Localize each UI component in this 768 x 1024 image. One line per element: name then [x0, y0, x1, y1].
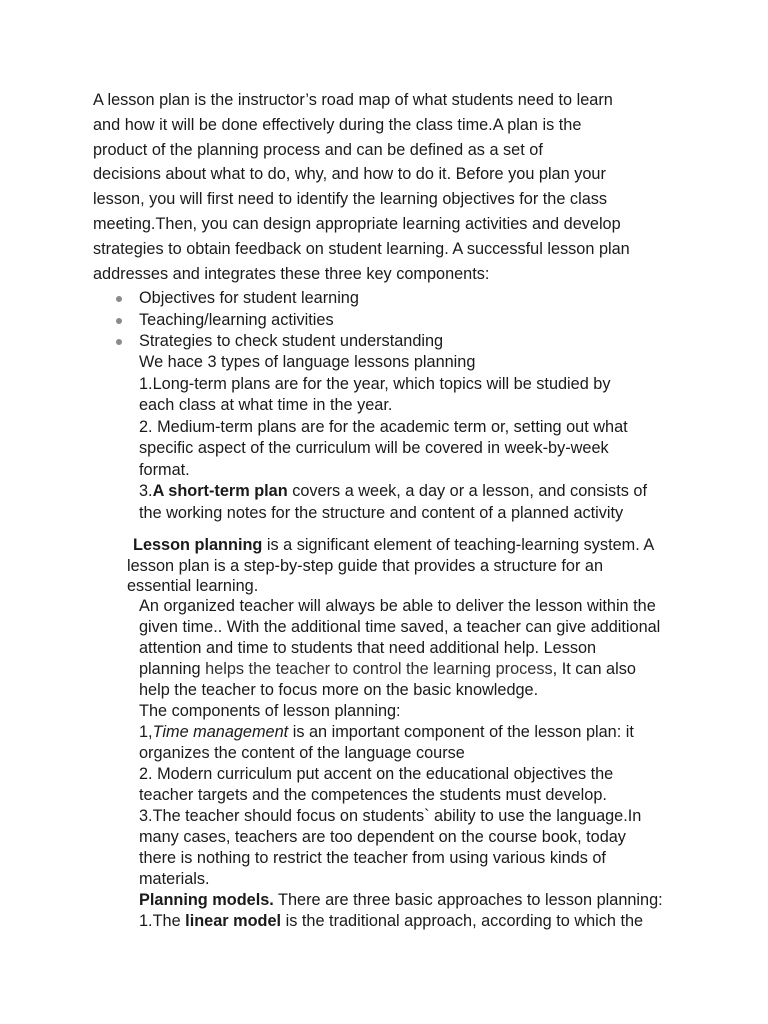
intro-line: decisions about what to do, why, and how to do it. Before you plan your [93, 165, 606, 184]
planning-models-line [139, 911, 684, 932]
component-line: 3.The teacher should focus on students` ability to use the language.In [139, 807, 642, 825]
component-number: 1, [139, 723, 153, 741]
intro-line: meeting.Then, you can design appropriate learning activities and develop [93, 214, 621, 233]
short-term-plan-term: A short-term plan [152, 482, 288, 500]
bullet-dot-icon [116, 339, 122, 345]
organized-teacher-section [139, 596, 684, 932]
components-heading: The components of lesson planning: [139, 702, 401, 720]
intro-paragraph [93, 88, 676, 286]
plan-types-heading: We hace 3 types of language lessons planning [139, 353, 476, 371]
lesson-line: essential learning. [127, 577, 259, 595]
body-line: given time.. With the additional time saved, a teacher can give additional [139, 618, 661, 636]
bullet-text: Strategies to check student understanding [139, 332, 444, 350]
planning-models-text: There are three basic approaches to lesson planning: [273, 891, 663, 909]
plan-type-number: 3. [139, 482, 153, 500]
intro-line: A lesson plan is the instructor’s road map of what students need to learn [93, 91, 613, 109]
plan-type-line: 1.Long-term plans are for the year, which topics will be studied by [139, 374, 611, 393]
lesson-planning-paragraph [127, 535, 675, 597]
planning-models-line [139, 890, 684, 911]
intro-line: product of the planning process and can be defined as a set of [93, 140, 543, 159]
component-text: is an important component of the lesson plan: it [288, 723, 634, 741]
plan-type-line [139, 481, 679, 503]
component-line: 2. Modern curriculum put accent on the educational objectives the [139, 765, 614, 783]
plan-type-text: covers a week, a day or a lesson, and consists of [287, 482, 647, 500]
plan-types-section [139, 352, 679, 524]
intro-line: strategies to obtain feedback on student learning. A successful lesson plan [93, 239, 630, 258]
component-line [139, 722, 684, 743]
components-bullet-list [116, 288, 443, 353]
intro-line: lesson, you will first need to identify the learning objectives for the class [93, 190, 608, 209]
lesson-text: is a significant element of teaching-learning system. A [262, 536, 655, 554]
planning-models-term: Planning models. [139, 891, 274, 909]
bullet-text: Teaching/learning activities [139, 310, 334, 329]
model-number: 1.The [139, 912, 186, 930]
lesson-line: lesson plan is a step-by-step guide that provides a structure for an [127, 556, 604, 575]
component-line: materials. [139, 870, 210, 888]
component-line: there is nothing to restrict the teacher from using various kinds of [139, 849, 606, 867]
body-line [139, 659, 684, 680]
list-item [116, 331, 443, 353]
bullet-text: Objectives for student learning [139, 289, 359, 307]
bullet-dot-icon [116, 318, 122, 324]
list-item [116, 288, 443, 310]
body-line: help the teacher to focus more on the basic knowledge. [139, 681, 539, 699]
component-line: many cases, teachers are too dependent on the course book, today [139, 828, 626, 846]
intro-line: and how it will be done effectively during the class time.A plan is the [93, 115, 582, 134]
model-text: is the traditional approach, according to which the [281, 912, 644, 930]
bullet-dot-icon [116, 296, 122, 302]
body-text: , It can also [552, 660, 636, 678]
time-management-term: Time management [152, 723, 289, 741]
plan-type-line: specific aspect of the curriculum will be covered in week-by-week [139, 439, 609, 457]
lesson-line [127, 535, 675, 556]
lesson-planning-term: Lesson planning [133, 536, 263, 554]
body-line: attention and time to students that need additional help. Lesson [139, 639, 597, 657]
plan-type-line: format. [139, 460, 190, 479]
component-line: teacher targets and the competences the students must develop. [139, 786, 607, 804]
body-line: An organized teacher will always be able to deliver the lesson within the [139, 597, 656, 615]
body-text: planning [139, 660, 206, 678]
control-process-phrase: helps the teacher to control the learning process [205, 660, 553, 678]
plan-type-line: 2. Medium-term plans are for the academic term or, setting out what [139, 417, 628, 436]
plan-type-line: the working notes for the structure and content of a planned activity [139, 503, 624, 522]
intro-line: addresses and integrates these three key components: [93, 264, 490, 283]
linear-model-term: linear model [185, 912, 282, 930]
plan-type-line: each class at what time in the year. [139, 396, 393, 414]
component-line: organizes the content of the language course [139, 744, 465, 762]
list-item [116, 310, 443, 332]
